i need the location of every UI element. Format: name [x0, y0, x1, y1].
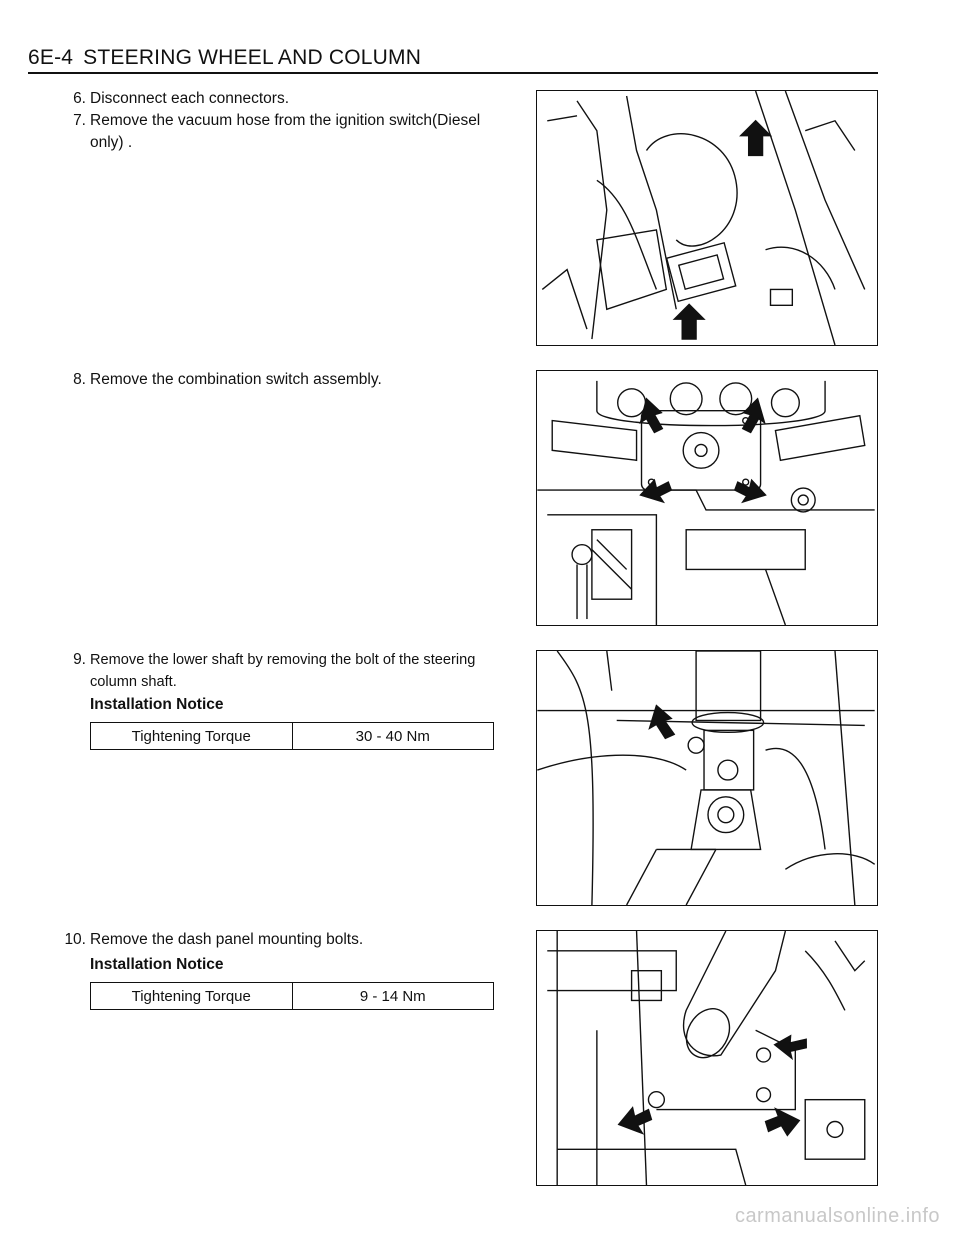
- step-text: Remove the lower shaft by removing the bolt of the steering column shaft.: [90, 652, 476, 690]
- installation-notice: Installation Notice: [90, 956, 224, 973]
- page-title: STEERING WHEEL AND COLUMN: [83, 46, 422, 69]
- lower-shaft-joint-illustration: [537, 651, 877, 905]
- step-text: Remove the vacuum hose from the ignition switch(Diesel only) .: [90, 112, 481, 151]
- page-code: 6E-4: [28, 46, 74, 69]
- torque-table: [90, 982, 494, 1010]
- torque-value: 9 - 14 Nm: [359, 987, 426, 1005]
- step-number: 10.: [64, 931, 86, 948]
- torque-label: Tightening Torque: [91, 983, 293, 1009]
- step-text: Disconnect each connectors.: [90, 90, 290, 107]
- figure-lower-shaft: [536, 650, 878, 906]
- dash-panel-bolts-illustration: [537, 931, 877, 1185]
- figure-ignition-connectors: [536, 90, 878, 346]
- torque-label: Tightening Torque: [91, 723, 293, 749]
- step-number: 9.: [73, 651, 86, 668]
- page-header: [28, 46, 421, 70]
- combination-switch-illustration: [537, 371, 877, 625]
- watermark: carmanualsonline.info: [734, 1205, 940, 1227]
- torque-table: [90, 722, 494, 750]
- figure-dash-panel-bolts: [536, 930, 878, 1186]
- installation-notice: Installation Notice: [90, 696, 224, 713]
- torque-value: 30 - 40 Nm: [355, 727, 430, 745]
- figure-combination-switch: [536, 370, 878, 626]
- step-number: 8.: [73, 371, 86, 388]
- step-number: 6.: [73, 90, 86, 107]
- ignition-connectors-illustration: [537, 91, 877, 345]
- step-number: 7.: [73, 112, 86, 129]
- header-rule: [28, 72, 878, 74]
- step-text: Remove the combination switch assembly.: [90, 371, 382, 388]
- step-text: Remove the dash panel mounting bolts.: [90, 931, 364, 948]
